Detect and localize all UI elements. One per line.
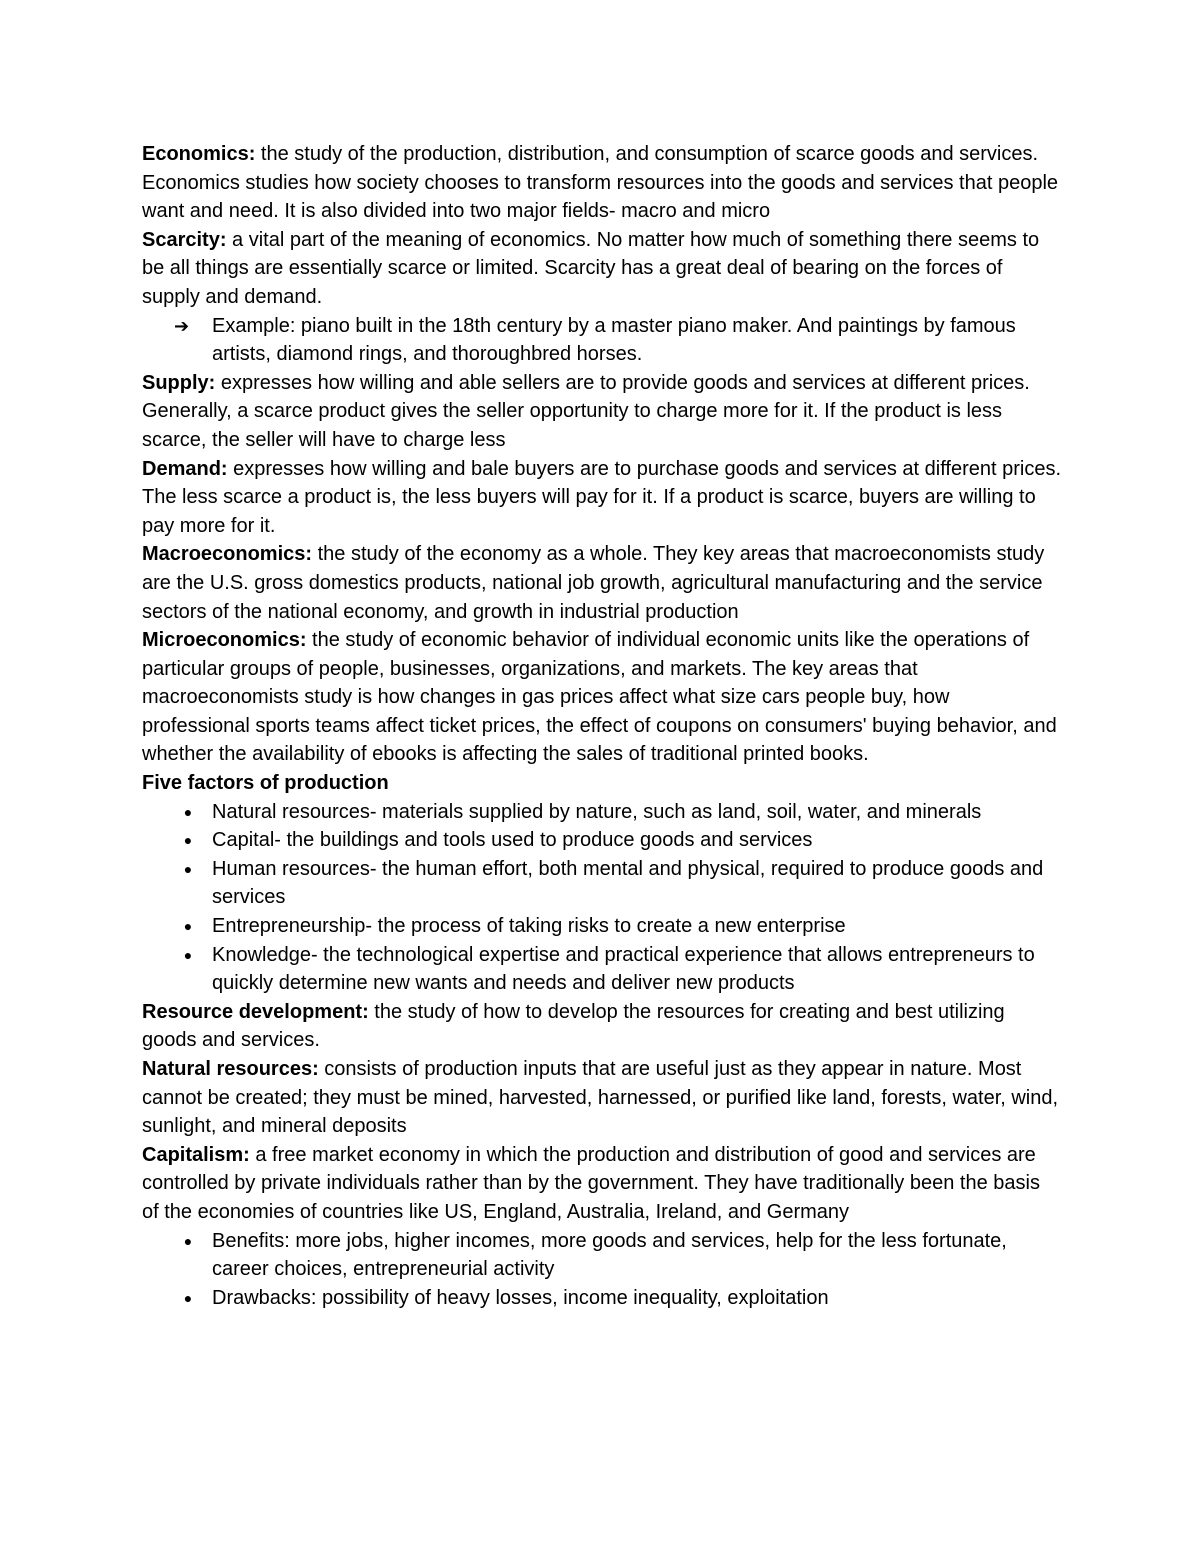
scarcity-example-list: [142, 312, 1062, 369]
microeconomics-definition: [142, 626, 1062, 769]
capitalism-list: [142, 1227, 1062, 1313]
macroeconomics-term: Macroeconomics:: [142, 543, 313, 566]
capitalism-drawbacks: Drawbacks: possibility of heavy losses, income inequality, exploitation: [212, 1286, 829, 1309]
supply-term: Supply:: [142, 371, 216, 394]
scarcity-definition: [142, 226, 1062, 312]
factor-text: Entrepreneurship- the process of taking risks to create a new enterprise: [212, 915, 846, 938]
economics-definition: [142, 140, 1062, 226]
factor-text: Human resources- the human effort, both mental and physical, required to produce goods and services: [212, 857, 1044, 909]
scarcity-text: a vital part of the meaning of economics. No matter how much of something there seems to be all things are essentially scarce or limited. Scarcity has a great deal of bearing on the forces of supply and demand.: [142, 228, 1040, 308]
list-item: [142, 826, 1062, 855]
bullet-icon: ●: [183, 803, 193, 820]
bullet-icon: ●: [183, 1289, 193, 1306]
capitalism-text: a free market economy in which the production and distribution of good and services are controlled by private individuals rather than by the government. They have traditionally been the basis of the economies of countries like US, England, Australia, Ireland, and Germany: [142, 1143, 1040, 1223]
list-item: [142, 312, 1062, 369]
bullet-icon: ●: [183, 1232, 193, 1249]
factors-heading: Five factors of production: [142, 772, 389, 795]
microeconomics-term: Microeconomics:: [142, 629, 307, 652]
bullet-icon: ●: [183, 918, 193, 935]
scarcity-term: Scarcity:: [142, 228, 227, 251]
list-item: [142, 941, 1062, 998]
natural-resources-definition: [142, 1055, 1062, 1141]
microeconomics-text: the study of economic behavior of individual economic units like the operations of particular groups of people, businesses, organizations, and markets. The key areas that macroeconomists study is how changes in gas prices affect what size cars people buy, how professional sports teams affect ticket prices, the effect of coupons on consumers' buying behavior, and whether the availability of ebooks is affecting the sales of traditional printed books.: [142, 629, 1057, 766]
resource-development-term: Resource development:: [142, 1000, 369, 1023]
factor-text: Capital- the buildings and tools used to produce goods and services: [212, 829, 813, 852]
factor-text: Natural resources- materials supplied by nature, such as land, soil, water, and minerals: [212, 800, 982, 823]
natural-resources-text: consists of production inputs that are useful just as they appear in nature. Most cannot be created; they must be mined, harvested, harnessed, or purified like land, forests, water, wind, sunlight, and mineral deposits: [142, 1058, 1059, 1138]
list-item: [142, 855, 1062, 912]
document-page: [142, 140, 1062, 1312]
economics-term: Economics:: [142, 143, 256, 165]
list-item: [142, 912, 1062, 941]
list-item: [142, 1227, 1062, 1284]
scarcity-example: Example: piano built in the 18th century by a master piano maker. And paintings by famous artists, diamond rings, and thoroughbred horses.: [212, 314, 1016, 366]
arrow-bullet-icon: ➔: [174, 315, 190, 336]
supply-definition: [142, 369, 1062, 455]
capitalism-term: Capitalism:: [142, 1143, 250, 1166]
bullet-icon: ●: [183, 832, 193, 849]
list-item: [142, 798, 1062, 827]
supply-text: expresses how willing and able sellers are to provide goods and services at different prices. Generally, a scarce product gives the seller opportunity to charge more for it. If the product is less scarce, the seller will have to charge less: [142, 371, 1030, 451]
resource-development-text: the study of how to develop the resources for creating and best utilizing goods and services.: [142, 1000, 1005, 1052]
capitalism-benefits: Benefits: more jobs, higher incomes, more goods and services, help for the less fortunate, career choices, entrepreneurial activity: [212, 1229, 1007, 1281]
macroeconomics-text: the study of the economy as a whole. They key areas that macroeconomists study are the U.S. gross domestics products, national job growth, agricultural manufacturing and the service sectors of the national economy, and growth in industrial production: [142, 543, 1045, 623]
economics-text: the study of the production, distribution, and consumption of scarce goods and services. Economics studies how society chooses to transform resources into the goods and services that people want and need. It is also divided into two major fields- macro and micro: [142, 143, 1059, 223]
capitalism-definition: [142, 1141, 1062, 1227]
factors-list: [142, 798, 1062, 998]
factor-text: Knowledge- the technological expertise and practical experience that allows entrepreneurs to quickly determine new wants and needs and deliver new products: [212, 943, 1035, 995]
demand-definition: [142, 455, 1062, 541]
macroeconomics-definition: [142, 540, 1062, 626]
demand-text: expresses how willing and bale buyers are to purchase goods and services at different prices. The less scarce a product is, the less buyers will pay for it. If a product is scarce, buyers are willing to pay more for it.: [142, 457, 1062, 537]
list-item: [142, 1284, 1062, 1313]
resource-development-definition: [142, 998, 1062, 1055]
natural-resources-term: Natural resources:: [142, 1058, 319, 1080]
bullet-icon: ●: [183, 860, 193, 877]
bullet-icon: ●: [183, 946, 193, 963]
demand-term: Demand:: [142, 457, 228, 480]
